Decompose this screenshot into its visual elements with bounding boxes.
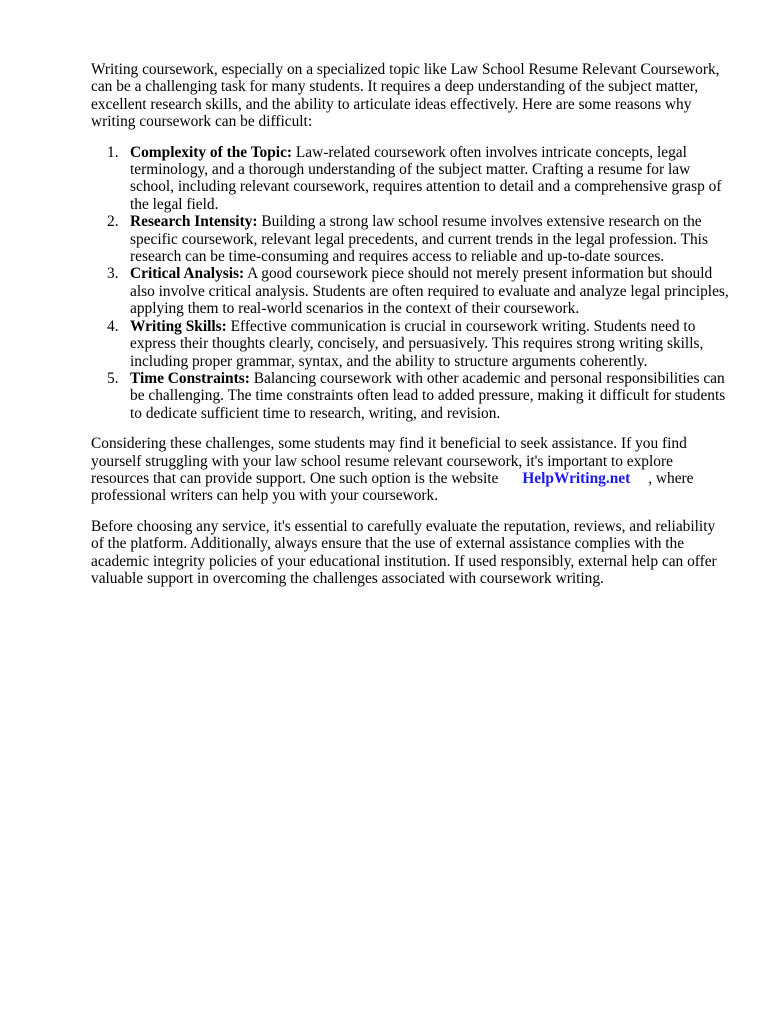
- reasons-list: [91, 144, 731, 423]
- list-item-text: Balancing coursework with other academic and personal responsibilities can be challenging. The time constraints often lead to added pressure, making it difficult for students to dedicate sufficient time to research, writing, and revision.: [130, 369, 726, 422]
- assistance-paragraph: [91, 435, 731, 505]
- list-item-number: 3.: [107, 265, 119, 283]
- list-item-number: 5.: [107, 369, 119, 387]
- document-page: [91, 61, 731, 587]
- list-item: [91, 213, 731, 265]
- list-item-title: Writing Skills:: [130, 317, 227, 335]
- intro-paragraph: Writing coursework, especially on a specialized topic like Law School Resume Relevant Coursework, can be a challenging task for many students. It requires a deep understanding of the subject matter, excellent research skills, and the ability to articulate ideas effectively. Here are some reasons why writing coursework can be difficult:: [91, 61, 720, 131]
- list-item: [91, 370, 731, 422]
- list-item: [91, 318, 731, 370]
- list-item-title: Critical Analysis:: [130, 265, 245, 283]
- assistance-text-before-link: Considering these challenges, some students may find it beneficial to seek assistance. If you find yourself struggling with your law school resume relevant coursework, it's important to explore resources that can provide support. One such option is the website: [91, 435, 687, 487]
- list-item: [91, 144, 731, 214]
- helpwriting-link[interactable]: HelpWriting.net: [522, 469, 631, 487]
- list-item-title: Complexity of the Topic:: [130, 143, 293, 161]
- list-item-number: 1.: [107, 143, 119, 161]
- list-item-text: Building a strong law school resume involves extensive research on the specific coursework, relevant legal precedents, and current trends in the legal profession. This research can be time-consuming and requires access to reliable and up-to-date sources.: [130, 213, 708, 266]
- list-item-number: 4.: [107, 317, 119, 335]
- list-item-title: Research Intensity:: [130, 213, 258, 231]
- list-item-title: Time Constraints:: [130, 369, 250, 387]
- list-item-text: Law-related coursework often involves intricate concepts, legal terminology, and a thorough understanding of the subject matter. Crafting a resume for law school, including relevant coursework, requires attention to detail and a comprehensive grasp of the legal field.: [130, 143, 722, 213]
- list-item-text: A good coursework piece should not merely present information but should also involve critical analysis. Students are often required to evaluate and analyze legal principles, applying them to real-world scenarios in the context of their coursework.: [130, 265, 729, 318]
- list-item-number: 2.: [107, 213, 119, 231]
- list-item: [91, 265, 731, 317]
- list-item-text: Effective communication is crucial in coursework writing. Students need to express their thoughts clearly, concisely, and persuasively. This requires strong writing skills, including proper grammar, syntax, and the ability to structure arguments coherently.: [130, 317, 704, 370]
- assistance-text-after-link: , where professional writers can help you with your coursework.: [91, 469, 694, 505]
- closing-paragraph: Before choosing any service, it's essential to carefully evaluate the reputation, reviews, and reliability of the platform. Additionally, always ensure that the use of external assistance complies with the academic integrity policies of your educational institution. If used responsibly, external help can offer valuable support in overcoming the challenges associated with coursework writing.: [91, 517, 717, 587]
